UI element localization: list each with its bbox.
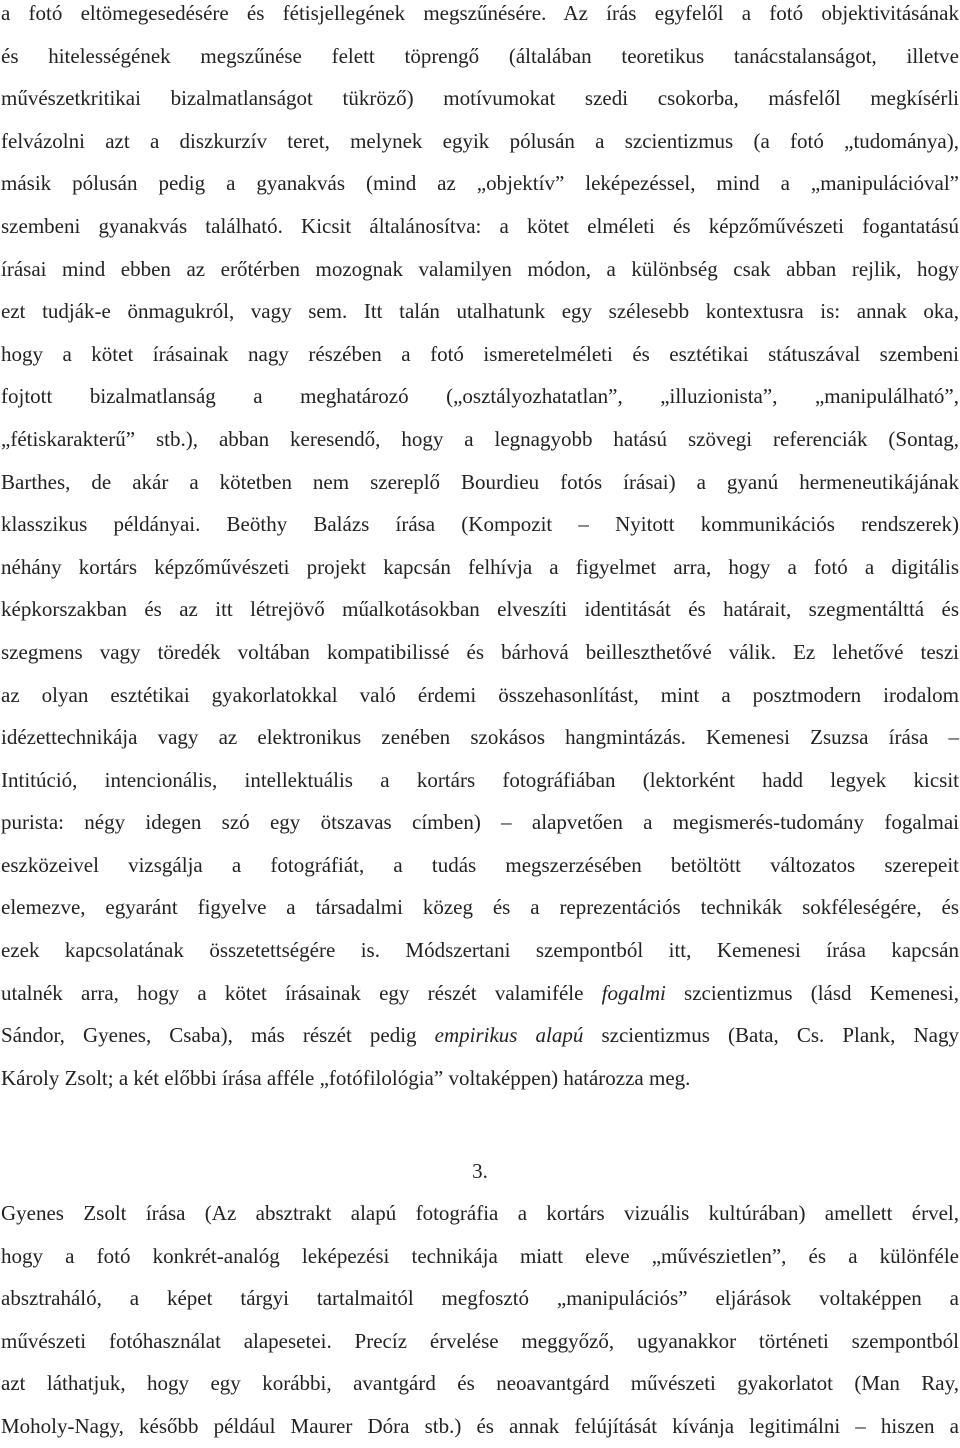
text-line-mixed xyxy=(1,972,959,1015)
text-line: képkorszakban és az itt létrejövő műalkotásokban elveszíti identitását és határait, szegmentálttá és xyxy=(1,597,959,622)
text-line: művészetkritikai bizalmatlanságot tükröző) motívumokat szedi csokorba, másfelől megkísérli xyxy=(1,86,959,111)
text-segment: Sándor, Gyenes, Csaba), más részét pedig xyxy=(1,1023,435,1048)
text-line: néhány kortárs képzőművészeti projekt kapcsán felhívja a figyelmet arra, hogy a fotó a digitális xyxy=(1,554,959,579)
paragraph-2 xyxy=(1,1192,959,1448)
text-line: szegmens vagy töredék voltában kompatibilissé és bárhová beilleszthetővé válik. Ez lehetővé teszi xyxy=(1,639,959,664)
text-line: ezt tudják-e önmagukról, vagy sem. Itt talán utalhatunk egy szélesebb kontextusra is: annak oka, xyxy=(1,299,959,324)
text-line: elemezve, egyaránt figyelve a társadalmi közeg és a reprezentációs technikák sokféleségére, és xyxy=(1,895,959,920)
paragraph-1 xyxy=(1,0,959,1099)
text-line: fojtott bizalmatlanság a meghatározó („osztályozhatatlan”, „illuzionista”, „manipulálható”, xyxy=(1,384,959,409)
text-line: Barthes, de akár a kötetben nem szereplő Bourdieu fotós írásai) a gyanú hermeneutikájának xyxy=(1,469,959,494)
text-line: írásai mind ebben az erőtérben mozognak valamilyen módon, a különbség csak abban rejlik, hogy xyxy=(1,256,959,281)
text-line: és hitelességének megszűnése felett töprengő (általában teoretikus tanácstalanságot, illetve xyxy=(1,43,959,68)
text-line: absztraháló, a képet tárgyi tartalmaitól megfosztó „manipulációs” eljárások voltaképpen a xyxy=(1,1286,959,1311)
text-line: idézettechnikája vagy az elektronikus zenében szokásos hangmintázás. Kemenesi Zsuzsa írása – xyxy=(1,725,959,750)
text-line: „fétiskarakterű” stb.), abban keresendő, hogy a legnagyobb hatású szövegi referenciák (Sontag, xyxy=(1,426,959,451)
italic-term: fogalmi xyxy=(601,980,666,1005)
text-line: másik pólusán pedig a gyanakvás (mind az „objektív” leképezéssel, mind a „manipulációval” xyxy=(1,171,959,196)
text-segment: szcientizmus (lásd Kemenesi, xyxy=(665,980,959,1005)
text-line: az olyan esztétikai gyakorlatokkal való érdemi összehasonlítást, mint a posztmodern irodalom xyxy=(1,682,959,707)
section-number: 3. xyxy=(472,1159,488,1183)
text-line: Gyenes Zsolt írása (Az absztrakt alapú fotográfia a kortárs vizuális kultúrában) amellett érvel, xyxy=(1,1201,959,1225)
text-segment: utalnék arra, hogy a kötet írásainak egy részét valamiféle xyxy=(1,980,602,1005)
text-line: hogy a kötet írásainak nagy részében a fotó ismeretelméleti és esztétikai státuszával szembeni xyxy=(1,341,959,366)
text-line: Moholy-Nagy, később például Maurer Dóra stb.) és annak felújítását kívánja legitimálni – hiszen a xyxy=(1,1413,959,1438)
text-line: azt láthatjuk, hogy egy korábbi, avantgárd és neoavantgárd művészeti gyakorlatot (Man Ray, xyxy=(1,1371,959,1396)
text-line: purista: négy idegen szó egy ötszavas címben) – alapvetően a megismerés-tudomány fogalmai xyxy=(1,810,959,835)
text-line: Károly Zsolt; a két előbbi írása afféle „fotófilológia” voltaképpen) határozza meg. xyxy=(1,1065,691,1090)
text-line: művészeti fotóhasználat alapesetei. Precíz érvelése meggyőző, ugyanakkor történeti szempontból xyxy=(1,1328,959,1353)
text-line: a fotó eltömegesedésére és fétisjellegének megszűnésére. Az írás egyfelől a fotó objektivitásának xyxy=(1,1,959,25)
text-line: Intitúció, intencionális, intellektuális a kortárs fotográfiában (lektorként hadd legyek kicsit xyxy=(1,767,959,792)
italic-term: empirikus alapú xyxy=(434,1023,584,1048)
text-line: eszközeivel vizsgálja a fotográfiát, a tudás megszerzésében betöltött változatos szerepeit xyxy=(1,852,959,877)
text-line: felvázolni azt a diszkurzív teret, melynek egyik pólusán a szcientizmus (a fotó „tudománya), xyxy=(1,128,959,153)
text-line: klasszikus példányai. Beöthy Balázs írása (Kompozit – Nyitott kommunikációs rendszerek) xyxy=(1,512,959,537)
text-line: hogy a fotó konkrét-analóg leképezési technikája miatt eleve „művészietlen”, és a különféle xyxy=(1,1243,959,1268)
text-line: szembeni gyanakvás található. Kicsit általánosítva: a kötet elméleti és képzőművészeti fogantatású xyxy=(1,213,959,238)
text-line: ezek kapcsolatának összetettségére is. Módszertani szempontból itt, Kemenesi írása kapcsán xyxy=(1,938,959,963)
text-segment: szcientizmus (Bata, Cs. Plank, Nagy xyxy=(583,1023,959,1048)
text-line-mixed xyxy=(1,1014,959,1057)
